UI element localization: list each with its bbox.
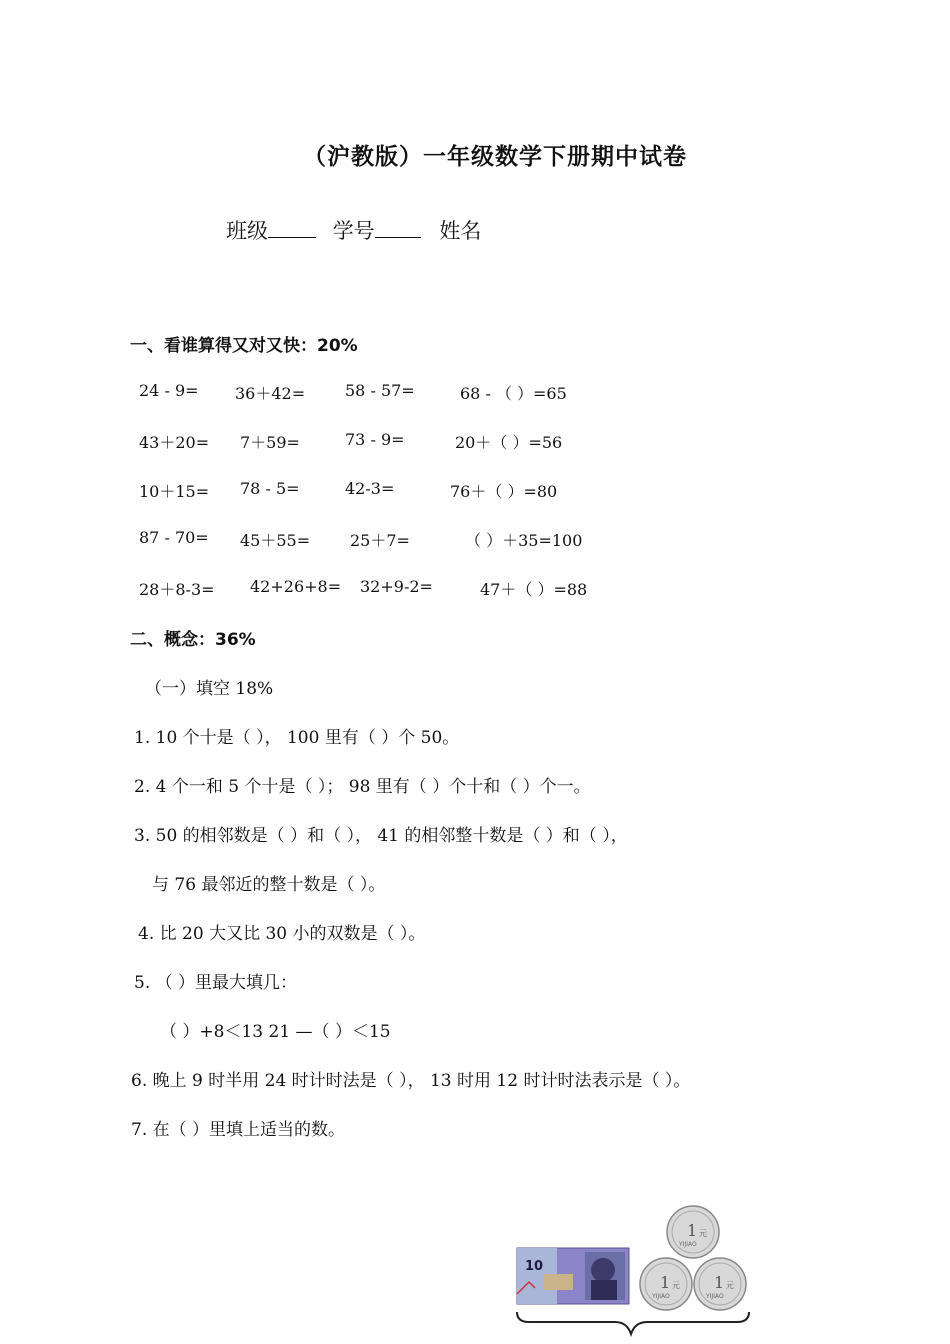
- svg-text:元: 元: [699, 1229, 707, 1238]
- brace: [517, 1312, 749, 1334]
- question-line: 2. 4 个一和 5 个十是（ ）； 98 里有（ ）个十和（ ）个一。: [134, 777, 591, 797]
- svg-text:YIJIAO: YIJIAO: [706, 1293, 724, 1300]
- question-line: 3. 50 的相邻数是（ ）和（ ）， 41 的相邻整十数是（ ）和（ ），: [134, 826, 628, 846]
- question-line: 与 76 最邻近的整十数是（ ）。: [152, 875, 386, 895]
- class-label: 班级: [226, 219, 268, 243]
- equation: 36＋42=: [235, 384, 306, 403]
- equation: 25＋7=: [350, 531, 410, 550]
- question-line: 4. 比 20 大又比 30 小的双数是（ ）。: [138, 924, 426, 944]
- equation: 43＋20=: [139, 433, 210, 452]
- equation: 58 - 57=: [345, 381, 415, 400]
- equation: 42+26+8=: [250, 577, 342, 596]
- name-label: 姓名: [439, 219, 482, 243]
- question-line: 1. 10 个十是（ ）， 100 里有（ ）个 50。: [134, 728, 460, 748]
- equation: 45＋55=: [240, 531, 311, 550]
- section2-subheading: （一）填空 18%: [145, 679, 274, 699]
- equation: 32+9-2=: [360, 577, 433, 596]
- equation: 20＋（ ）=56: [455, 433, 563, 452]
- coin-1-yuan: [694, 1258, 746, 1310]
- question-line: 6. 晚上 9 时半用 24 时计时法是（ ）， 13 时用 12 时计时法表示是（ ）。: [131, 1071, 691, 1091]
- banknote-value: 10: [525, 1259, 544, 1274]
- number-label: 学号: [332, 219, 375, 243]
- section2-heading: 二、概念：36%: [130, 630, 256, 650]
- page-title: （沪教版）一年级数学下册期中试卷: [303, 144, 687, 170]
- banknote-10-yuan: [517, 1248, 629, 1304]
- equation: 87 - 70=: [139, 528, 209, 547]
- equation: 24 - 9=: [139, 381, 199, 400]
- svg-text:元: 元: [672, 1281, 680, 1290]
- equation: 10＋15=: [139, 482, 210, 501]
- svg-text:YIJIAO: YIJIAO: [652, 1293, 670, 1300]
- equation: 76＋（ ）=80: [450, 482, 558, 501]
- svg-text:YIJIAO: YIJIAO: [679, 1241, 697, 1248]
- coin-1-yuan: [667, 1206, 719, 1258]
- equation: 28＋8-3=: [139, 580, 215, 599]
- equation: 68 - （ ）=65: [460, 384, 567, 403]
- svg-text:元: 元: [726, 1281, 734, 1290]
- class-blank[interactable]: [268, 219, 316, 238]
- svg-text:1: 1: [714, 1273, 725, 1292]
- question-line: 7. 在（ ）里填上适当的数。: [131, 1120, 346, 1140]
- equation: 7＋59=: [240, 433, 300, 452]
- svg-text:1: 1: [687, 1221, 698, 1240]
- question-line: 5. （ ）里最大填几：: [134, 973, 298, 993]
- coin-1-yuan: [640, 1258, 692, 1310]
- equation: 42-3=: [345, 479, 395, 498]
- equation: 73 - 9=: [345, 430, 405, 449]
- equation: （ ）＋35=100: [465, 531, 583, 550]
- svg-text:1: 1: [660, 1273, 671, 1292]
- question-line: （ ）+8＜13 21 —（ ）＜15: [160, 1022, 391, 1042]
- section1-heading: 一、看谁算得又对又快：20%: [130, 336, 358, 356]
- equation: 47＋（ ）=88: [480, 580, 588, 599]
- equation: 78 - 5=: [240, 479, 300, 498]
- money-figure: [515, 1204, 755, 1344]
- number-blank[interactable]: [375, 219, 421, 238]
- student-info: [226, 215, 481, 245]
